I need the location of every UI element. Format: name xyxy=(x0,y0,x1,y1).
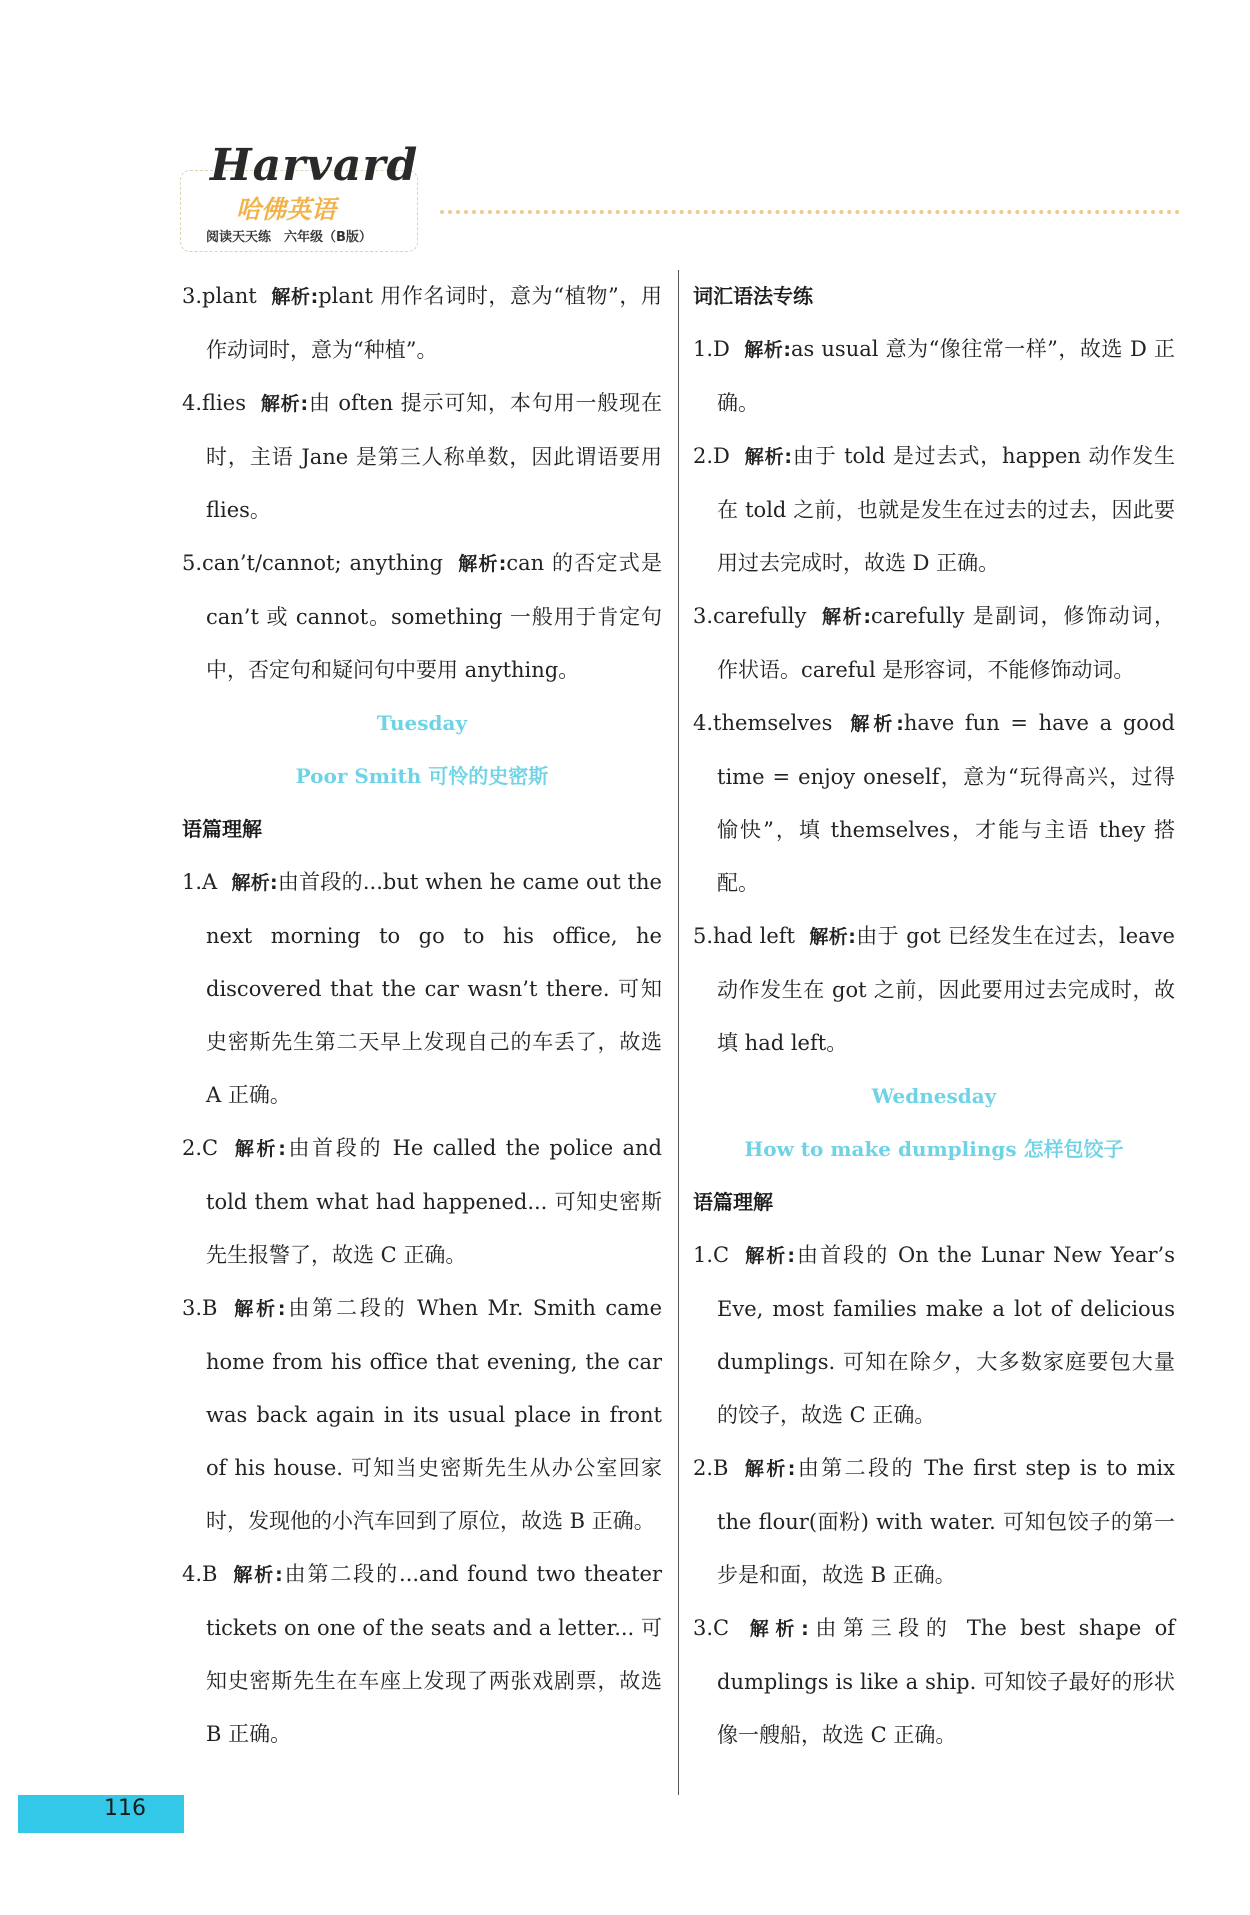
brand-subtitle: 哈佛英语 xyxy=(236,195,337,224)
analysis-text: 由第三段的 The best shape of dumplings is like a ship. 可知饺子最好的形状像一艘船，故选 C 正确。 xyxy=(717,1616,1175,1747)
answer-item xyxy=(182,856,662,1122)
analysis-tag: 解析: xyxy=(457,553,507,575)
item-number: 3. xyxy=(693,604,714,628)
answer-item xyxy=(182,537,662,697)
item-answer: C xyxy=(713,1616,730,1640)
answer-item xyxy=(693,323,1175,430)
analysis-tag: 解析: xyxy=(232,1138,286,1160)
analysis-text: 由 often 提示可知，本句用一般现在时，主语 Jane 是第三人称单数，因此谓语要用 flies。 xyxy=(206,391,662,522)
item-answer: had left xyxy=(713,924,795,948)
analysis-tag: 解析: xyxy=(270,286,319,308)
analysis-tag: 解析: xyxy=(743,1245,795,1267)
analysis-tag: 解析: xyxy=(259,393,309,415)
analysis-tag: 解析: xyxy=(743,446,793,468)
answer-item xyxy=(693,430,1175,590)
item-answer: B xyxy=(202,1562,218,1586)
analysis-tag: 解析: xyxy=(231,1298,286,1320)
analysis-text: as usual 意为“像往常一样”，故选 D 正确。 xyxy=(717,337,1175,415)
item-answer: themselves xyxy=(713,711,833,735)
analysis-text: 由于 told 是过去式，happen 动作发生在 told 之前，也就是发生在过去的过去，因此要用过去完成时，故选 D 正确。 xyxy=(717,444,1175,575)
analysis-tag: 解析: xyxy=(846,713,904,735)
page-number: 116 xyxy=(104,1796,146,1821)
brand-title: Harvard xyxy=(210,140,419,191)
analysis-tag: 解析: xyxy=(743,1618,809,1640)
analysis-tag: 解析: xyxy=(743,339,791,361)
analysis-text: 由首段的...but when he came out the next morning to go to his office, he discovered that the car wasn’t there. 可知史密斯先生第二天早上发现自己的车丢了，故选 A 正确。 xyxy=(206,870,662,1107)
answer-item xyxy=(182,1548,662,1761)
answer-item xyxy=(182,377,662,537)
item-number: 4. xyxy=(693,711,714,735)
day-heading: Tuesday xyxy=(376,711,468,735)
page-number-badge xyxy=(18,1795,184,1833)
analysis-tag: 解析: xyxy=(808,926,856,948)
item-answer: B xyxy=(713,1456,729,1480)
analysis-text: 由第二段的 When Mr. Smith came home from his office that evening, the car was back again in its usual place in front of his house. 可知当史密斯先生从办公室回家时，发现他的小汽车回到了原位，故选 B 正确。 xyxy=(206,1296,662,1533)
analysis-text: 由于 got 已经发生在过去，leave 动作发生在 got 之前，因此要用过去完成时，故填 had left。 xyxy=(717,924,1175,1055)
item-number: 2. xyxy=(182,1136,203,1160)
item-answer: carefully xyxy=(713,604,807,628)
item-number: 4. xyxy=(182,391,203,415)
left-column xyxy=(182,270,662,1761)
section-heading: 词汇语法专练 xyxy=(693,284,813,308)
analysis-text: plant 用作名词时，意为“植物”，用作动词时，意为“种植”。 xyxy=(206,284,662,362)
item-number: 5. xyxy=(693,924,714,948)
header-dotted-rule xyxy=(440,210,1180,214)
analysis-text: 由首段的 On the Lunar New Year’s Eve, most families make a lot of delicious dumplings. 可知在除夕，大多数家庭要包大量的饺子，故选 C 正确。 xyxy=(717,1243,1175,1427)
item-answer: can’t/cannot; anything xyxy=(202,551,444,575)
answer-item xyxy=(693,1602,1175,1762)
right-column xyxy=(693,270,1175,1762)
answer-item xyxy=(693,590,1175,697)
analysis-text: have fun = have a good time = enjoy oneself，意为“玩得高兴，过得愉快”，填 themselves，才能与主语 they 搭配。 xyxy=(717,711,1175,895)
series-label: 阅读天天练 六年级（B版） xyxy=(206,230,372,245)
answer-item xyxy=(693,910,1175,1070)
answer-item xyxy=(693,1229,1175,1442)
column-divider xyxy=(678,270,679,1795)
analysis-text: 由第二段的...and found two theater tickets on one of the seats and a letter... 可知史密斯先生在车座上发现了两张戏剧票，故选 B 正确。 xyxy=(206,1562,662,1746)
passage-title: Poor Smith 可怜的史密斯 xyxy=(295,764,549,788)
item-number: 1. xyxy=(182,870,203,894)
section-heading: 语篇理解 xyxy=(182,817,262,841)
analysis-text: 由首段的 He called the police and told them what had happened... 可知史密斯先生报警了，故选 C 正确。 xyxy=(206,1136,662,1267)
item-answer: C xyxy=(202,1136,219,1160)
analysis-text: 由第二段的 The first step is to mix the flour(面粉) with water. 可知包饺子的第一步是和面，故选 B 正确。 xyxy=(717,1456,1175,1587)
item-number: 2. xyxy=(693,444,714,468)
item-answer: D xyxy=(713,444,730,468)
item-answer: A xyxy=(202,870,218,894)
answer-item xyxy=(693,697,1175,910)
item-number: 5. xyxy=(182,551,203,575)
answer-item xyxy=(182,1122,662,1282)
analysis-text: carefully 是副词，修饰动词，作状语。careful 是形容词，不能修饰动词。 xyxy=(717,604,1175,682)
section-heading: 语篇理解 xyxy=(693,1190,773,1214)
item-answer: D xyxy=(713,337,730,361)
day-heading: Wednesday xyxy=(871,1084,997,1108)
item-answer: plant xyxy=(202,284,257,308)
item-number: 2. xyxy=(693,1456,714,1480)
answer-item xyxy=(182,270,662,377)
analysis-tag: 解析: xyxy=(820,606,871,628)
analysis-tag: 解析: xyxy=(231,872,278,894)
analysis-tag: 解析: xyxy=(231,1564,283,1586)
item-number: 3. xyxy=(693,1616,714,1640)
analysis-text: can 的否定式是 can’t 或 cannot。something 一般用于肯定句中，否定句和疑问句中要用 anything。 xyxy=(206,551,662,682)
item-number: 1. xyxy=(693,337,714,361)
item-answer: B xyxy=(202,1296,218,1320)
item-number: 4. xyxy=(182,1562,203,1586)
item-number: 1. xyxy=(693,1243,714,1267)
answer-item xyxy=(182,1282,662,1548)
analysis-tag: 解析: xyxy=(742,1458,796,1480)
answer-item xyxy=(693,1442,1175,1602)
item-number: 3. xyxy=(182,1296,203,1320)
passage-title: How to make dumplings 怎样包饺子 xyxy=(744,1137,1124,1161)
item-answer: C xyxy=(713,1243,730,1267)
item-number: 3. xyxy=(182,284,203,308)
item-answer: flies xyxy=(202,391,246,415)
